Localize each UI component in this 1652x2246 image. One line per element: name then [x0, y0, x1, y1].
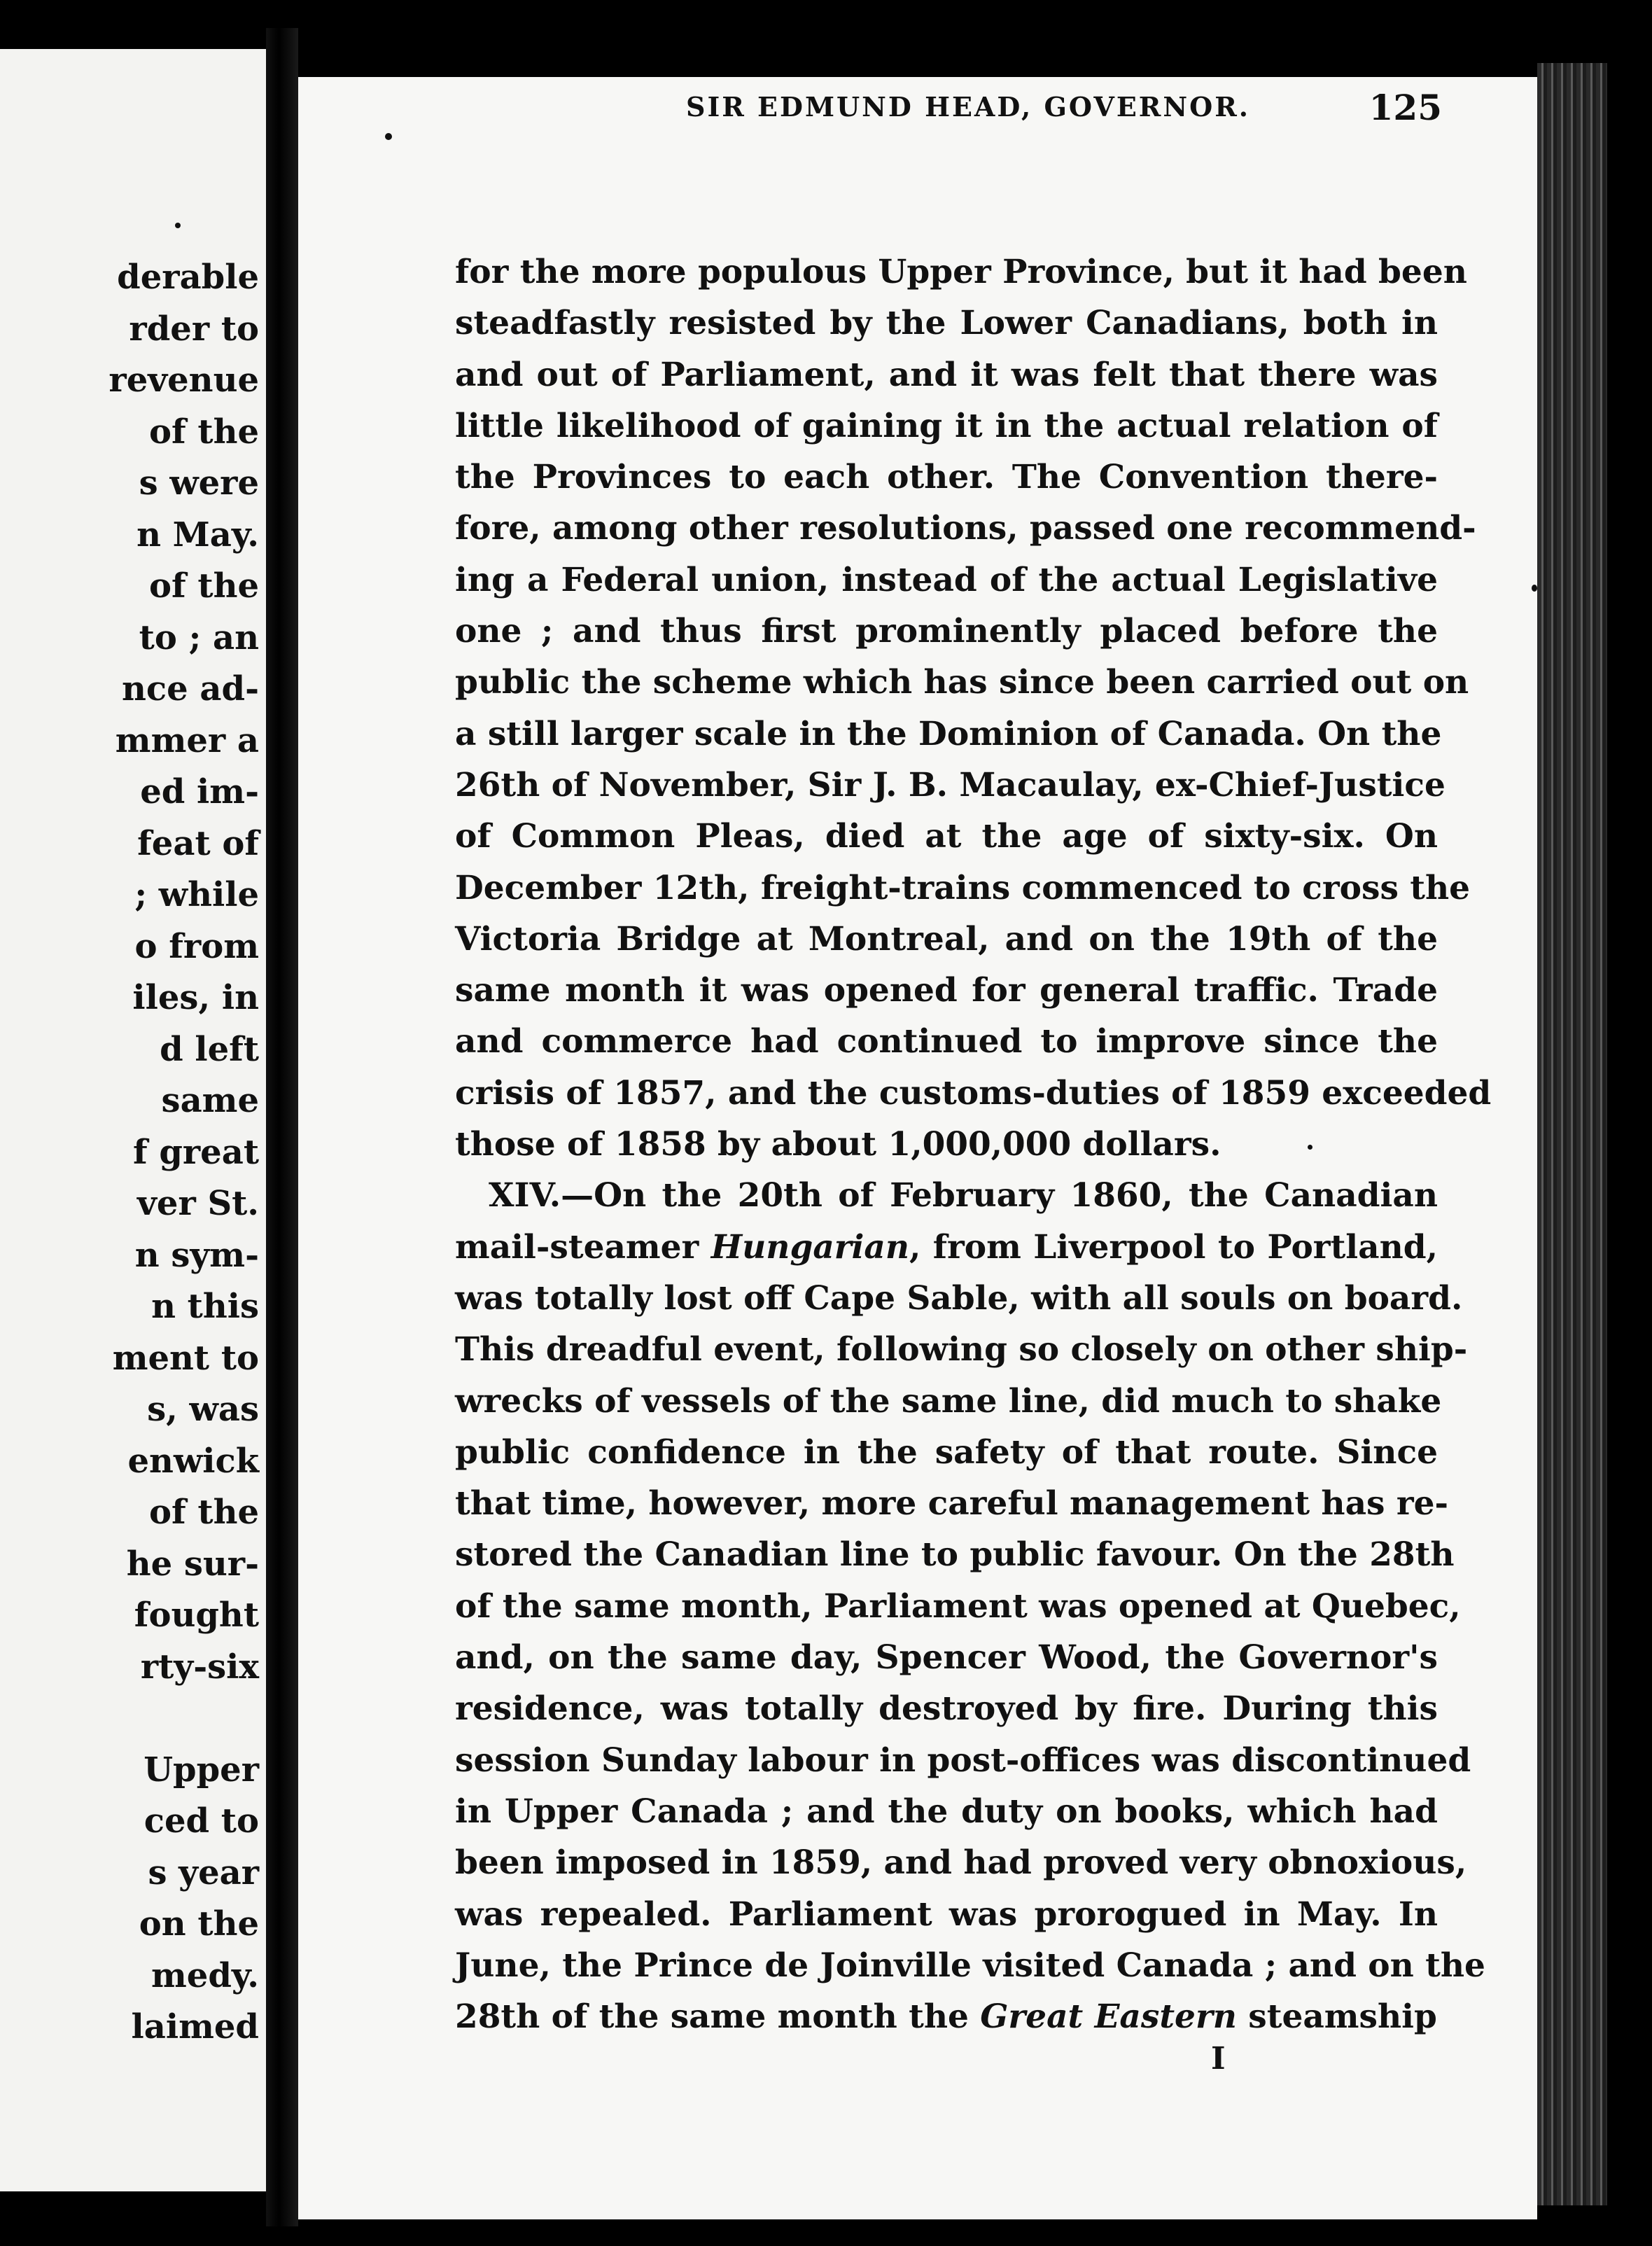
left-page-line: n May.: [136, 515, 259, 554]
left-page-line: feat of: [137, 823, 259, 863]
text-line: that time, however, more careful management has re-: [455, 1484, 1449, 1523]
ink-speck: [1308, 1145, 1312, 1150]
left-facing-page: [0, 49, 266, 2191]
left-page-line: o from: [134, 926, 259, 966]
text-line: session Sunday labour in post-offices was discontinued: [455, 1741, 1471, 1780]
body-text: [455, 246, 1492, 2042]
text-line: crisis of 1857, and the customs-duties of 1859 exceeded: [455, 1073, 1492, 1112]
left-page-line: mmer a: [115, 720, 259, 760]
text-line: same month it was opened for general traffic. Trade: [455, 971, 1438, 1010]
text-line: and out of Parliament, and it was felt that there was: [455, 355, 1438, 394]
text-line: ing a Federal union, instead of the actual Legislative: [455, 560, 1438, 599]
left-page-line: laimed: [131, 2007, 259, 2046]
text-line: in Upper Canada ; and the duty on books, which had: [455, 1792, 1438, 1831]
text-line: residence, was totally destroyed by fire. During this: [455, 1689, 1438, 1729]
left-page-line: n this: [151, 1287, 259, 1326]
left-page-line: s were: [139, 463, 259, 503]
text-line: 28th of the same month the Great Eastern steamship: [455, 1997, 1437, 2037]
text-line: 26th of November, Sir J. B. Macaulay, ex-Chief-Justice: [455, 765, 1446, 804]
left-page-line: derable: [117, 258, 259, 297]
left-page-line: of the: [149, 566, 259, 606]
text-line: for the more populous Upper Province, but it had been: [455, 253, 1467, 291]
left-page-line: d left: [160, 1029, 259, 1069]
text-line: fore, among other resolutions, passed one recommend-: [455, 509, 1476, 548]
page-edges: [1537, 63, 1607, 2205]
text-line: and, on the same day, Spencer Wood, the Governor's: [455, 1638, 1438, 1677]
book-gutter: [266, 28, 298, 2226]
text-line: a still larger scale in the Dominion of Canada. On the: [455, 714, 1442, 753]
text-line: public the scheme which has since been carried out on: [455, 663, 1469, 702]
text-line: XIV.—On the 20th of February 1860, the Canadian: [489, 1176, 1438, 1215]
left-page-line: f great: [132, 1132, 259, 1172]
left-page-line: [7, 1693, 259, 1745]
text-line: been imposed in 1859, and had proved very obnoxious,: [455, 1843, 1467, 1883]
left-page-line: n sym-: [134, 1235, 259, 1275]
text-line: public confidence in the safety of that route. Since: [455, 1432, 1438, 1472]
text-line: was repealed. Parliament was prorogued in May. In: [455, 1895, 1438, 1934]
ink-speck: [1532, 585, 1537, 592]
left-page-line: rder to: [129, 309, 259, 349]
left-page-line: rty-six: [140, 1647, 259, 1687]
left-page-line: ment to: [112, 1338, 259, 1378]
text-line: little likelihood of gaining it in the actual relation of: [455, 406, 1438, 445]
text-line: was totally lost off Cape Sable, with all souls on board.: [455, 1278, 1463, 1318]
left-page-line: ; while: [134, 875, 259, 914]
text-line: mail-steamer Hungarian, from Liverpool to Portland,: [455, 1227, 1438, 1267]
left-page-line: ced to: [144, 1801, 259, 1841]
left-page-line: s year: [148, 1853, 259, 1892]
text-line: of the same month, Parliament was opened at Quebec,: [455, 1586, 1461, 1626]
text-line: steadfastly resisted by the Lower Canadians, both in: [455, 304, 1438, 343]
text-line: one ; and thus first prominently placed before the: [455, 612, 1438, 651]
left-page-line: s, was: [147, 1390, 259, 1429]
text-line: stored the Canadian line to public favour. On the 28th: [455, 1535, 1455, 1575]
left-page-text: [7, 252, 259, 2053]
signature-mark: I: [1211, 2041, 1226, 2077]
ship-name: Great Eastern: [980, 1997, 1237, 2037]
ink-speck: [175, 223, 181, 228]
left-page-line: Upper: [144, 1750, 259, 1790]
left-page-line: he sur-: [126, 1544, 259, 1584]
left-page-line: medy.: [151, 1955, 259, 1995]
text-line: those of 1858 by about 1,000,000 dollars.: [455, 1125, 1222, 1164]
text-line: of Common Pleas, died at the age of sixty-six. On: [455, 817, 1438, 856]
text-line: wrecks of vessels of the same line, did much to shake: [455, 1381, 1442, 1421]
text-line: Victoria Bridge at Montreal, and on the 19th of the: [455, 919, 1438, 958]
ship-name: Hungarian: [710, 1227, 910, 1267]
text-line: the Provinces to each other. The Convention there-: [455, 458, 1438, 497]
text-line: This dreadful event, following so closely on other ship-: [455, 1330, 1468, 1369]
page-number: 125: [1368, 87, 1442, 128]
left-page-line: ed im-: [140, 772, 259, 811]
running-title: SIR EDMUND HEAD, GOVERNOR.: [686, 91, 1251, 123]
left-page-line: ver St.: [137, 1184, 259, 1223]
text-line: December 12th, freight-trains commenced to cross the: [455, 868, 1471, 907]
left-page-line: fought: [134, 1596, 259, 1635]
text-line: and commerce had continued to improve since the: [455, 1022, 1438, 1061]
left-page-line: of the: [149, 1493, 259, 1532]
background-edge: [1607, 0, 1652, 2246]
text-line: June, the Prince de Joinville visited Canada ; and on the: [455, 1946, 1485, 1985]
left-page-line: iles, in: [132, 978, 259, 1017]
left-page-line: to ; an: [139, 618, 259, 657]
left-page-line: same: [161, 1081, 259, 1120]
left-page-line: on the: [139, 1904, 259, 1944]
left-page-line: enwick: [127, 1441, 259, 1481]
left-page-line: revenue: [108, 361, 259, 400]
ink-speck: [385, 133, 392, 140]
left-page-line: of the: [149, 412, 259, 452]
running-head: [350, 87, 1442, 140]
left-page-line: nce ad-: [122, 669, 259, 709]
